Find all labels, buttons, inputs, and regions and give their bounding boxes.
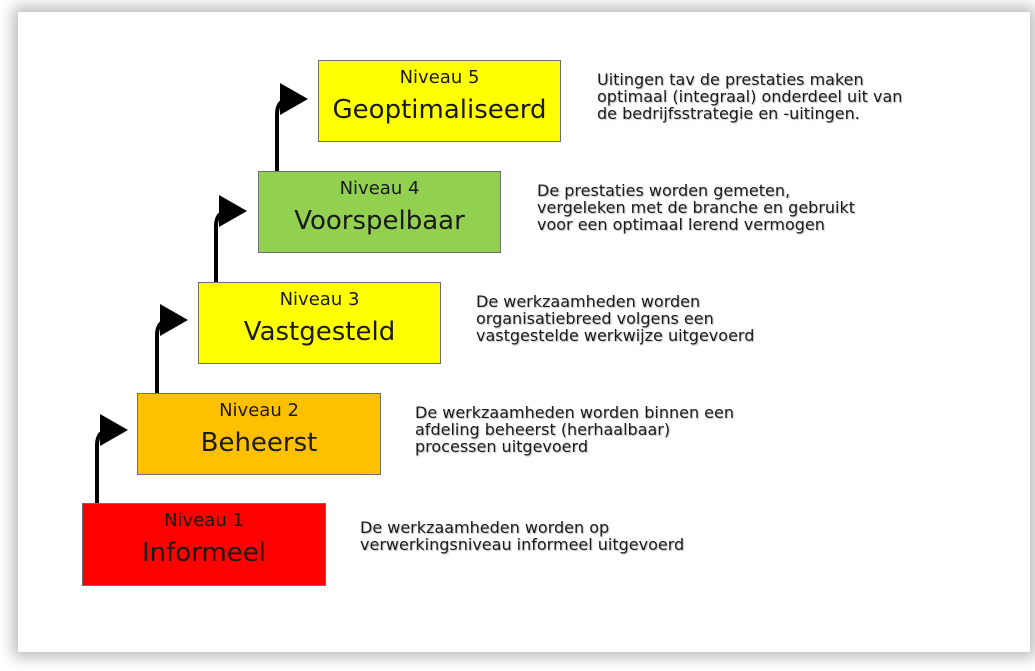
- level-5-box: [318, 60, 561, 142]
- level-5-name: Geoptimaliseerd: [332, 95, 547, 125]
- level-2-name: Beheerst: [200, 428, 318, 458]
- level-3-box: [198, 282, 441, 364]
- level-1-description: De werkzaamheden worden op verwerkingsniveau informeel uitgevoerd: [360, 518, 685, 554]
- level-1-name: Informeel: [142, 538, 266, 568]
- level-3-name: Vastgesteld: [243, 317, 396, 347]
- level-2-description: De werkzaamheden worden binnen een afdeling beheerst (herhaalbaar) processen uitgevoerd: [415, 403, 735, 456]
- level-2-label: Niveau 2: [219, 400, 299, 421]
- level-4-name: Voorspelbaar: [294, 206, 465, 236]
- level-3-description: De werkzaamheden worden organisatiebreed volgens een vastgestelde werkwijze uitgevoerd: [476, 292, 755, 345]
- level-1-label: Niveau 1: [164, 510, 244, 531]
- level-4-box: [258, 171, 501, 253]
- level-3-label: Niveau 3: [279, 289, 360, 310]
- level-4-description: De prestaties worden gemeten, vergeleken met de branche en gebruikt voor een optimaal lerend vermogen: [537, 181, 856, 234]
- level-2-box: [137, 393, 381, 475]
- level-5-label: Niveau 5: [399, 67, 480, 88]
- level-5-description: Uitingen tav de prestaties maken optimaal (integraal) onderdeel uit van de bedrijfsstrategie en -uitingen.: [597, 70, 903, 123]
- level-1-box: [82, 503, 326, 586]
- level-4-label: Niveau 4: [339, 178, 420, 199]
